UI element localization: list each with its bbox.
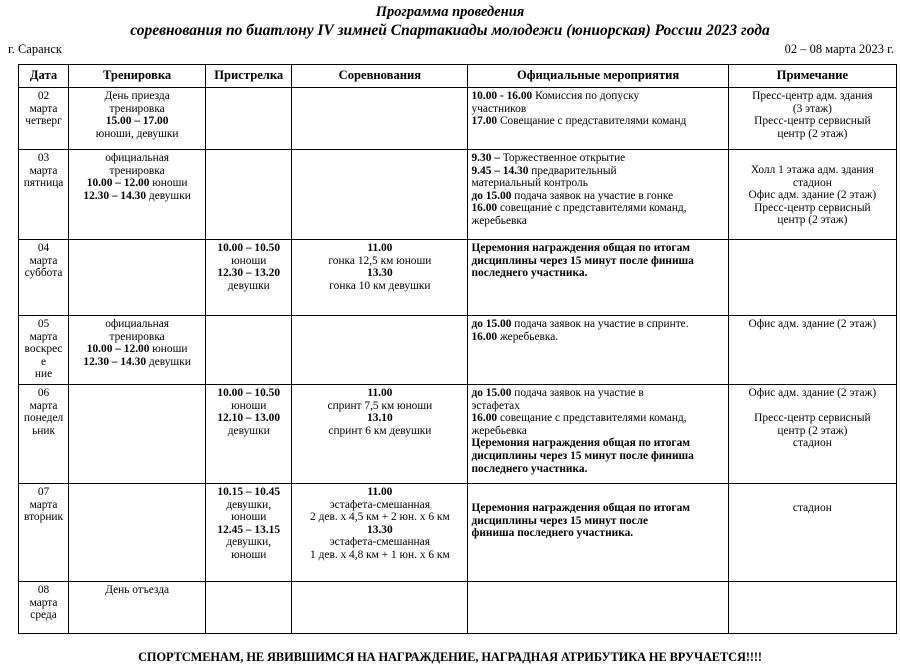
cell-line: 10.00 – 10.50 bbox=[217, 386, 281, 399]
cell-date bbox=[19, 316, 69, 385]
cell-line: 10.00 – 12.00 юноши bbox=[86, 177, 188, 190]
cell-line: эстафета-смешанная bbox=[329, 536, 430, 549]
cell-line: последнего участника. bbox=[471, 267, 588, 280]
column-header-zeroing: Пристрелка bbox=[206, 65, 292, 88]
cell-line: стадион bbox=[792, 176, 832, 189]
date-range-label: 02 – 08 марта 2023 г. bbox=[784, 42, 894, 56]
cell-line: юноши bbox=[231, 399, 267, 412]
cell-line: 16.00 совещание с представителями команд, bbox=[471, 202, 687, 215]
schedule-table bbox=[18, 64, 897, 634]
cell-date bbox=[19, 240, 69, 316]
cell-note bbox=[728, 240, 896, 316]
cell-date bbox=[19, 150, 69, 240]
cell-line: Пресс-центр адм. здания bbox=[752, 90, 873, 102]
cell-line bbox=[732, 400, 893, 413]
cell-training bbox=[69, 581, 206, 633]
cell-line: 11.00 bbox=[367, 485, 393, 498]
cell-line: 12.10 – 13.00 bbox=[217, 412, 281, 425]
cell-line: юноши bbox=[231, 511, 267, 524]
cell-line: Офис адм. здание (2 этаж) bbox=[748, 189, 877, 202]
date-line: суббота bbox=[24, 267, 63, 280]
date-line: четверг bbox=[25, 115, 62, 128]
cell-line: гонка 12,5 км юноши bbox=[328, 254, 432, 267]
date-line: марта bbox=[29, 498, 58, 511]
cell-line: 13.30 bbox=[367, 523, 393, 536]
cell-line: 11.00 bbox=[367, 242, 393, 254]
table-row bbox=[19, 240, 897, 316]
cell-official-events bbox=[468, 150, 728, 240]
cell-zeroing bbox=[206, 316, 292, 385]
column-header-date: Дата bbox=[19, 65, 69, 88]
cell-line: Пресс-центр сервисный bbox=[754, 412, 871, 425]
schedule-table-wrapper bbox=[0, 57, 900, 634]
cell-line: 16.00 совещание с представителями команд, bbox=[471, 412, 687, 425]
cell-line: 10.00 - 16.00 Комиссия по допуску bbox=[471, 90, 640, 102]
cell-competition bbox=[292, 316, 468, 385]
table-row bbox=[19, 581, 897, 633]
cell-official-events bbox=[468, 88, 728, 150]
document-title-line1: Программа проведения bbox=[375, 4, 525, 20]
cell-line: 10.00 – 12.00 юноши bbox=[86, 343, 188, 356]
cell-line: День приезда bbox=[104, 90, 170, 102]
date-line: 02 bbox=[37, 90, 50, 102]
cell-competition bbox=[292, 150, 468, 240]
date-line: понедел bbox=[23, 412, 64, 425]
column-header-official-events: Официальные мероприятия bbox=[468, 65, 728, 88]
cell-line: центр (2 этаж) bbox=[777, 214, 848, 227]
cell-line: стадион bbox=[792, 437, 832, 450]
cell-line: День отъезда bbox=[105, 583, 170, 596]
cell-date bbox=[19, 581, 69, 633]
table-row bbox=[19, 88, 897, 150]
cell-line: дисциплины через 15 минут после финиша bbox=[471, 254, 694, 267]
cell-line: последнего участника. bbox=[471, 462, 588, 475]
cell-note bbox=[728, 316, 896, 385]
date-line: ние bbox=[34, 368, 53, 381]
cell-competition bbox=[292, 384, 468, 483]
date-line: марта bbox=[29, 102, 58, 115]
cell-line: жеребьевка bbox=[471, 214, 527, 227]
date-line: 07 bbox=[37, 485, 50, 498]
cell-line: Пресс-центр сервисный bbox=[754, 201, 871, 214]
cell-line: юноши bbox=[231, 254, 267, 267]
table-row bbox=[19, 316, 897, 385]
cell-zeroing bbox=[206, 240, 292, 316]
cell-line: 16.00 жеребьевка. bbox=[471, 330, 559, 343]
cell-line: до 15.00 подача заявок на участие в гонке bbox=[471, 189, 674, 202]
cell-line: девушки bbox=[227, 279, 270, 292]
date-line: 08 bbox=[37, 583, 50, 596]
cell-line: тренировка bbox=[109, 102, 165, 115]
date-line: ьник bbox=[32, 424, 55, 437]
cell-line: Церемония награждения общая по итогам bbox=[471, 437, 691, 450]
cell-line: 13.10 bbox=[367, 412, 393, 425]
cell-official-events bbox=[468, 384, 728, 483]
cell-line: девушки bbox=[227, 424, 270, 437]
cell-training bbox=[69, 88, 206, 150]
cell-zeroing bbox=[206, 384, 292, 483]
cell-line: 10.15 – 10.45 bbox=[217, 485, 281, 498]
cell-zeroing bbox=[206, 150, 292, 240]
table-body bbox=[19, 88, 897, 634]
date-line: вторник bbox=[24, 511, 64, 524]
cell-line: гонка 10 км девушки bbox=[329, 279, 431, 292]
cell-training bbox=[69, 240, 206, 316]
cell-line: Офис адм. здание (2 этаж) bbox=[748, 386, 877, 399]
city-label: г. Саранск bbox=[8, 42, 62, 56]
table-header-row bbox=[19, 65, 897, 88]
cell-training bbox=[69, 316, 206, 385]
column-header-training: Тренировка bbox=[69, 65, 206, 88]
cell-line: эстафета-смешанная bbox=[329, 498, 430, 511]
cell-line: дисциплины через 15 минут после bbox=[471, 514, 649, 527]
award-warning-note: СПОРТСМЕНАМ, НЕ ЯВИВШИМСЯ НА НАГРАЖДЕНИЕ, НАГРАДНАЯ АТРИБУТИКА НЕ ВРУЧАЕТСЯ!!!! bbox=[138, 649, 762, 664]
document-title-line2: соревнования по биатлону IV зимней Спартакиады молодежи (юниорская) России 2023 года bbox=[130, 22, 770, 39]
cell-zeroing bbox=[206, 581, 292, 633]
cell-line: 9.30 – Торжественное открытие bbox=[471, 152, 626, 164]
cell-date bbox=[19, 88, 69, 150]
cell-official-events bbox=[468, 483, 728, 581]
cell-line: Пресс-центр сервисный bbox=[754, 115, 871, 128]
cell-competition bbox=[292, 581, 468, 633]
cell-line: материальный контроль bbox=[471, 177, 588, 190]
cell-competition bbox=[292, 240, 468, 316]
cell-note bbox=[728, 581, 896, 633]
cell-line: официальная bbox=[105, 152, 170, 164]
cell-line: девушки, bbox=[226, 498, 272, 511]
cell-line: Церемония награждения общая по итогам bbox=[471, 242, 691, 254]
cell-line: 2 дев. х 4,5 км + 2 юн. х 6 км bbox=[310, 511, 450, 524]
cell-line: Церемония награждения общая по итогам bbox=[471, 501, 691, 514]
cell-line: финиша последнего участника. bbox=[471, 527, 634, 540]
cell-line: центр (2 этаж) bbox=[777, 424, 848, 437]
date-line: марта bbox=[29, 330, 58, 343]
cell-line: девушки, bbox=[226, 536, 272, 549]
cell-line: до 15.00 подача заявок на участие в bbox=[471, 386, 644, 399]
cell-line: тренировка bbox=[109, 164, 165, 177]
cell-line: 10.00 – 10.50 bbox=[217, 242, 281, 254]
date-line: марта bbox=[29, 254, 58, 267]
cell-line: 12.30 – 14.30 девушки bbox=[83, 355, 191, 368]
table-row bbox=[19, 150, 897, 240]
date-line: 04 bbox=[37, 242, 50, 254]
cell-line: официальная bbox=[105, 318, 170, 330]
date-line: 06 bbox=[37, 386, 50, 399]
column-header-note: Примечание bbox=[728, 65, 896, 88]
date-line: 03 bbox=[37, 152, 50, 164]
cell-line: 15.00 – 17.00 bbox=[105, 115, 169, 128]
date-line: 05 bbox=[37, 318, 50, 330]
cell-note bbox=[728, 150, 896, 240]
cell-line: 11.00 bbox=[367, 386, 393, 399]
column-header-competition: Соревнования bbox=[292, 65, 468, 88]
cell-official-events bbox=[468, 240, 728, 316]
cell-competition bbox=[292, 483, 468, 581]
cell-line: участников bbox=[471, 102, 527, 115]
table-row bbox=[19, 384, 897, 483]
document-title bbox=[0, 0, 900, 39]
cell-line: юноши bbox=[231, 548, 267, 561]
cell-line: дисциплины через 15 минут после финиша bbox=[471, 449, 694, 462]
cell-date bbox=[19, 384, 69, 483]
cell-training bbox=[69, 150, 206, 240]
date-line: марта bbox=[29, 399, 58, 412]
cell-training bbox=[69, 384, 206, 483]
cell-note bbox=[728, 384, 896, 483]
date-line: пятница bbox=[23, 177, 64, 190]
cell-line: 12.45 – 13.15 bbox=[217, 523, 281, 536]
cell-line: спринт 6 км девушки bbox=[328, 424, 432, 437]
document-meta bbox=[0, 39, 900, 57]
cell-line: Офис адм. здание (2 этаж) bbox=[748, 318, 877, 330]
cell-line: центр (2 этаж) bbox=[777, 127, 848, 140]
cell-line: стадион bbox=[792, 501, 832, 514]
cell-line: 9.45 – 14.30 предварительный bbox=[471, 164, 617, 177]
cell-line: 1 дев. х 4,8 км + 1 юн. х 6 км bbox=[310, 548, 450, 561]
cell-note bbox=[728, 483, 896, 581]
date-line: марта bbox=[29, 164, 58, 177]
cell-line: эстафетах bbox=[471, 399, 520, 412]
cell-line: 12.30 – 14.30 девушки bbox=[83, 189, 191, 202]
cell-line: до 15.00 подача заявок на участие в спринте. bbox=[471, 318, 689, 330]
cell-zeroing bbox=[206, 88, 292, 150]
cell-line: жеребьевка bbox=[471, 424, 527, 437]
table-row bbox=[19, 483, 897, 581]
date-line: воскресе bbox=[24, 343, 63, 368]
cell-date bbox=[19, 483, 69, 581]
cell-line: (3 этаж) bbox=[792, 102, 832, 115]
cell-note bbox=[728, 88, 896, 150]
date-line: марта bbox=[29, 596, 58, 609]
cell-line: юноши, девушки bbox=[95, 127, 179, 140]
cell-line: 12.30 – 13.20 bbox=[217, 267, 281, 280]
cell-training bbox=[69, 483, 206, 581]
cell-line: 13.30 bbox=[367, 267, 393, 280]
cell-line: спринт 7,5 км юноши bbox=[327, 399, 433, 412]
cell-line: Холл 1 этажа адм. здания bbox=[750, 164, 874, 176]
date-line: среда bbox=[30, 609, 57, 622]
cell-line: тренировка bbox=[109, 330, 165, 343]
cell-line: 17.00 Совещание с представителями команд bbox=[471, 115, 687, 128]
cell-official-events bbox=[468, 581, 728, 633]
cell-zeroing bbox=[206, 483, 292, 581]
cell-official-events bbox=[468, 316, 728, 385]
cell-competition bbox=[292, 88, 468, 150]
